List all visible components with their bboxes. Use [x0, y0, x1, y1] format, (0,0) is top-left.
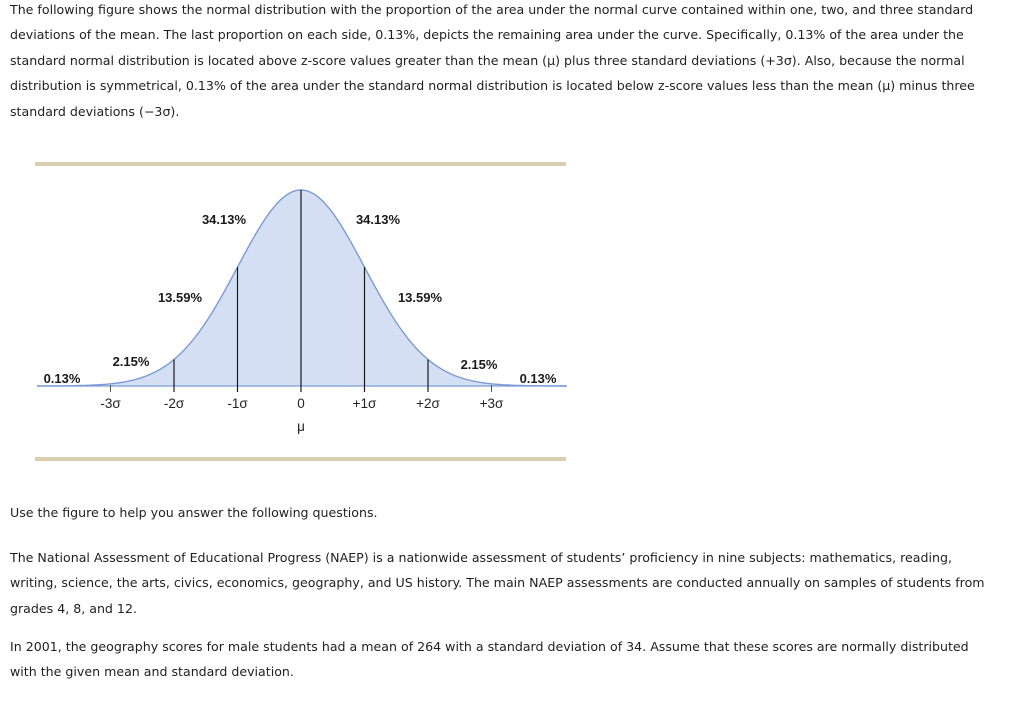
percentage-label: 13.59%	[397, 290, 443, 305]
figure-bottom-border	[35, 457, 566, 461]
scores-2001-paragraph: In 2001, the geography scores for male students had a mean of 264 with a standard deviation of 34. Assume that these scores are normally distributed with the given mean and standard deviation.	[10, 639, 969, 680]
intro-paragraph: The following figure shows the normal distribution with the proportion of the area under the normal curve contained within one, two, and three standard deviations of the mean. The last proportion on each side, 0.13%, depicts the remaining area under the curve. Specifically, 0.13% of the area under the standard normal distribution is located above z-score values greater than the mean (μ) plus three standard deviations (+3σ). Also, because the normal distribution is symmetrical, 0.13% of the area under the standard normal distribution is located below z-score values less than the mean (μ) minus three standard deviations (−3σ).	[10, 2, 975, 119]
percentage-label: 2.15%	[460, 357, 498, 372]
normal-distribution-figure	[0, 158, 600, 468]
tick-label: -1σ	[227, 396, 248, 411]
percentage-label: 2.15%	[112, 354, 150, 369]
tick-label: 0	[297, 396, 305, 411]
tick-label: +3σ	[479, 396, 504, 411]
percentage-label: 0.13%	[519, 371, 557, 386]
percentage-label: 34.13%	[201, 212, 247, 227]
instruction-paragraph: Use the figure to help you answer the following questions.	[10, 505, 378, 520]
plot-area	[37, 190, 567, 411]
percentage-label: 13.59%	[157, 290, 203, 305]
tick-label: -2σ	[163, 396, 185, 411]
percentage-label: 34.13%	[355, 212, 401, 227]
mean-label: μ	[297, 419, 305, 434]
figure-top-border	[35, 162, 566, 166]
tick-label: +1σ	[352, 396, 377, 411]
naep-paragraph: The National Assessment of Educational Progress (NAEP) is a nationwide assessment of students’ proficiency in nine subjects: mathematics, reading, writing, science, the arts, civics, economics, geography, and US history. The main NAEP assessments are conducted annually on samples of students from grades 4, 8, and 12.	[10, 550, 985, 616]
percentage-label: 0.13%	[43, 371, 81, 386]
tick-label: +2σ	[416, 396, 440, 411]
tick-label: -3σ	[100, 396, 121, 411]
